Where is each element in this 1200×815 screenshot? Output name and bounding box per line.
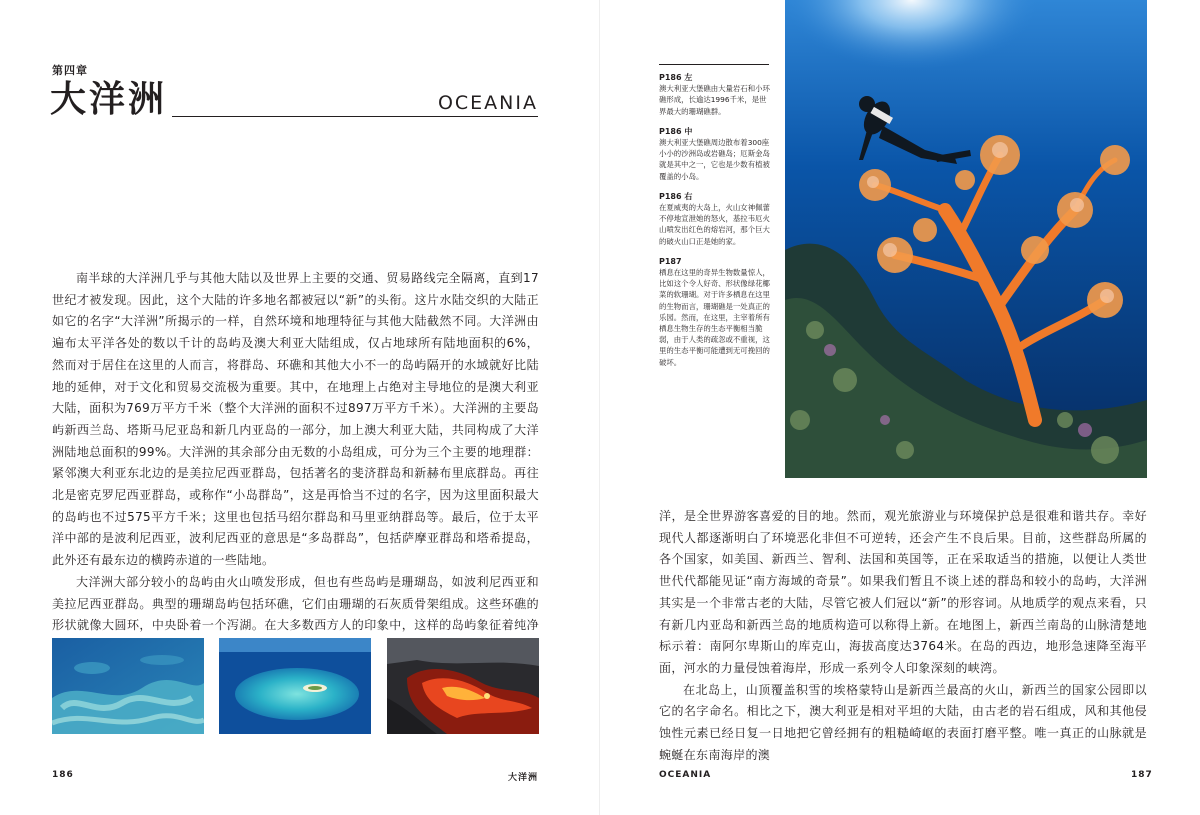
caption-heading: P186 左 <box>659 73 693 82</box>
diver-soft-coral-photo <box>785 0 1147 478</box>
body-paragraph: 南半球的大洋洲几乎与其他大陆以及世界上主要的交通、贸易路线完全隔离，直到17世纪才被发现。因此，这个大陆的许多地名都被冠以“新”的头衔。这片水陆交织的大陆正如它的名字“大洋洲”所揭示的一样，自然环境和地理特征与其他大陆截然不同。大洋洲由遍布太平洋各处的数以千计的岛屿及澳大利亚大陆组成，仅占地球所有陆地面积的6%，然而对于居住在这里的人而言，将群岛、环礁和其他大小不一的岛屿隔开的水域就好比陆地的延伸，对于文化和贸易交流极为重要。其中，在地理上占绝对主导地位的是澳大利亚大陆，面积为769万平方千米（整个大洋洲的面积不过897万平方千米）。大洋洲的主要岛屿新西兰岛、塔斯马尼亚岛和新几内亚岛的一部分，加上澳大利亚大陆，共同构成了大洋洲陆地总面积的99%。大洋洲的其余部分由无数的小岛组成，可分为三个主要的地理群：紧邻澳大利亚东北边的是美拉尼西亚群岛，包括著名的斐济群岛和新赫布里底群岛。再往北是密克罗尼西亚群岛，或称作“小岛群岛”，这是再恰当不过的名字，因为这里面积最大的岛屿也不过575平方千米；这里也包括马绍尔群岛和马里亚纳群岛等。最后，位于太平洋中部的是波利尼西亚，波利尼西亚的意思是“多岛群岛”，包括萨摩亚群岛和塔希提岛，此外还有最东边的横跨赤道的一些陆地。 <box>52 271 539 568</box>
running-head-right: OCEANIA <box>659 770 712 780</box>
caption-heading: P186 中 <box>659 126 693 136</box>
chapter-title-chinese: 大洋洲 <box>50 79 168 120</box>
title-rule <box>172 116 538 117</box>
caption-rule <box>659 64 769 65</box>
caption-block <box>659 256 771 368</box>
body-paragraph: 洋，是全世界游客喜爱的目的地。然而，观光旅游业与环境保护总是很难和谐共存。幸好现代人都逐渐明白了环境恶化非但不可逆转，还会产生不良后果。目前，这些群岛所属的各个国家，如美国、新西兰、智利、法国和英国等，正在采取适当的措施，以便让人类世世代代都能见证“南方海域的奇景”。如果我们暂且不谈上述的群岛和较小的岛屿，大洋洲其实是一个非常古老的大陆，尽管它被人们冠以“新”的形容词。从地质学的观点来看，只有新几内亚岛和新西兰岛的地质构造可以称得上新。在地图上，新西兰南岛的山脉清楚地标示着：南阿尔卑斯山的库克山，海拔高度达3764米。在岛的西边，地形急速降至海平面，河水的力量侵蚀着海岸，形成一系列令人印象深刻的峡湾。 <box>659 509 1147 675</box>
caption-heading: P186 右 <box>659 191 693 201</box>
caption-block <box>659 126 771 182</box>
caption-heading: P187 <box>659 256 682 266</box>
body-paragraph: 在北岛上，山顶覆盖积雪的埃格蒙特山是新西兰最高的火山，新西兰的国家公园即以它的名字命名。相比之下，澳大利亚是相对平坦的大陆，由古老的岩石组成，风和其他侵蚀性元素已经日复一日地把它曾经拥有的粗糙崎岖的表面打磨平整。唯一真正的山脉就是蜿蜒在东南海岸的澳 <box>659 682 1147 762</box>
caption-block <box>659 191 771 247</box>
caption-text: 在夏威夷的大岛上，火山女神佩蕾不停地宣泄她的怒火，基拉韦厄火山喷发出红色的熔岩河，那个巨大的破火山口正是她的家。 <box>659 203 770 246</box>
caption-text: 澳大利亚大堡礁由大量岩石和小环礁形成，长逾达1996千米，是世界最大的珊瑚礁群。 <box>659 84 770 116</box>
diver-soft-coral-image <box>785 0 1147 478</box>
page-number-left: 186 <box>52 770 74 780</box>
chapter-label: 第四章 <box>52 64 88 77</box>
left-body-text <box>52 268 539 659</box>
page-number-right: 187 <box>1131 770 1153 780</box>
sand-cay-image <box>219 638 371 734</box>
reef-aerial-image <box>52 638 204 734</box>
body-paragraph: 大洋洲大部分较小的岛屿由火山喷发形成，但也有些岛屿是珊瑚岛，如波利尼西亚和美拉尼西亚群岛。典型的珊瑚岛屿包括环礁，它们由珊瑚的石灰质骨架组成。这些环礁的形状就像大圆环，中央卧着一个泻湖。在大多数西方人的印象中，这样的岛屿象征着纯净 <box>52 574 539 633</box>
caption-block <box>659 72 771 117</box>
sand-cay-photo <box>219 638 371 734</box>
reef-aerial-photo <box>52 638 204 734</box>
chapter-title-english: OCEANIA <box>437 92 538 114</box>
caption-text: 栖息在这里的奇异生物数量惊人，比如这个令人好奇、形状像绿花椰菜的软珊瑚。对于许多栖息在这里的生物而言，珊瑚礁是一处真正的乐园。然而，在这里，主宰着所有栖息生物生存的生态平衡相当脆弱，由于人类的疏忽或不重视，这里的生态平衡可能遭到无可挽回的破坏。 <box>659 268 770 367</box>
running-head-left: 大洋洲 <box>507 773 538 783</box>
photo-captions <box>659 72 771 377</box>
volcano-lava-photo <box>387 638 539 734</box>
right-body-text <box>659 506 1147 766</box>
volcano-lava-image <box>387 638 539 734</box>
caption-text: 澳大利亚大堡礁周边散布着300座小小的沙洲岛或岩礁岛；厄斯金岛就是其中之一，它也是少数有植被覆盖的小岛。 <box>659 138 770 181</box>
